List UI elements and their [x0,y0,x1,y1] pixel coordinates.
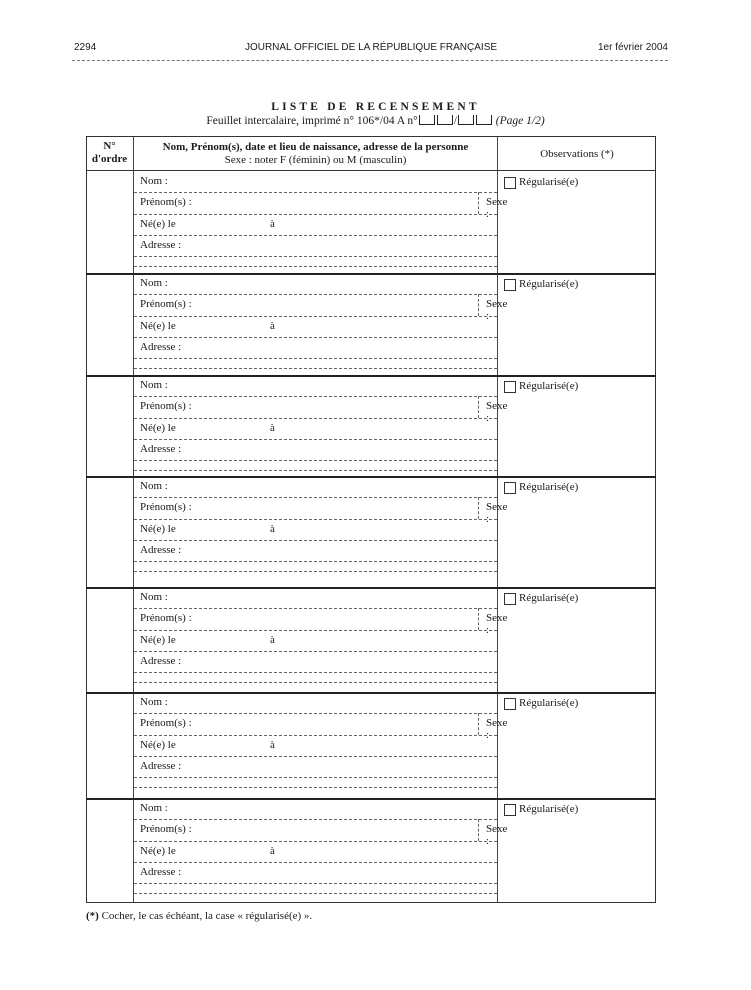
regularise-label: Régularisé(e) [519,481,579,493]
field-rule [134,497,497,498]
regularise-label: Régularisé(e) [519,803,579,815]
number-box[interactable] [476,115,492,125]
census-form [86,136,656,903]
regularise-label: Régularisé(e) [519,380,579,392]
sexe-field[interactable]: Sexe : [486,717,508,741]
birth-field-label: Né(e) le [140,218,176,230]
header-person [134,141,497,167]
regularise-option[interactable] [504,697,654,713]
nom-field-label: Nom : [140,480,168,492]
nom-field[interactable] [134,587,497,608]
field-rule [134,651,497,652]
regularise-checkbox[interactable] [504,698,516,710]
header-ordre-line2: d'ordre [91,153,128,165]
birthplace-label: à [270,845,275,857]
sexe-divider [478,396,479,418]
prenoms-field[interactable] [134,713,508,741]
census-entry [86,692,656,798]
birthplace-label: à [270,634,275,646]
field-rule [134,439,497,440]
birthplace-label: à [270,422,275,434]
field-rule [134,777,497,778]
sexe-divider [478,192,479,214]
birth-field-label: Né(e) le [140,739,176,751]
field-rule [134,540,497,541]
field-rule [134,418,497,419]
header-ordre [86,140,133,166]
address-field-label: Adresse : [140,544,182,556]
prenoms-field[interactable] [134,396,508,424]
page-number: 2294 [74,42,97,53]
field-rule [134,337,497,338]
birth-field[interactable] [134,841,497,862]
census-entry [86,375,656,476]
prenoms-field[interactable] [134,819,508,847]
census-entry [86,587,656,692]
regularise-checkbox[interactable] [504,593,516,605]
birth-field[interactable] [134,630,497,651]
birth-field[interactable] [134,735,497,756]
sexe-field[interactable]: Sexe : [486,196,508,220]
document-subtitle [0,115,751,127]
header-person-title: Nom, Prénom(s), date et lieu de naissance, adresse de la personne [162,141,469,153]
number-box[interactable] [419,115,435,125]
header-observations: Observations (*) [540,148,614,160]
regularise-option[interactable] [504,278,654,294]
nom-field[interactable] [134,171,497,192]
regularise-checkbox[interactable] [504,279,516,291]
census-entry [86,171,656,273]
nom-field[interactable] [134,375,497,396]
address-field[interactable] [134,756,497,777]
field-rule [134,893,497,894]
footnote [86,910,312,922]
nom-field-label: Nom : [140,175,168,187]
field-rule [134,841,497,842]
field-rule [134,672,497,673]
sexe-divider [478,713,479,735]
header-person-subtitle: Sexe : noter F (féminin) ou M (masculin) [224,154,407,166]
regularise-checkbox[interactable] [504,804,516,816]
field-rule [134,256,497,257]
field-rule [134,358,497,359]
field-rule [134,460,497,461]
field-rule [134,735,497,736]
regularise-option[interactable] [504,481,654,497]
field-rule [134,235,497,236]
nom-field-label: Nom : [140,591,168,603]
nom-field-label: Nom : [140,696,168,708]
number-box[interactable] [437,115,453,125]
nom-field-label: Nom : [140,277,168,289]
prenoms-field-label: Prénom(s) : [140,612,192,624]
birth-field-label: Né(e) le [140,523,176,535]
address-field-label: Adresse : [140,341,182,353]
birthplace-label: à [270,523,275,535]
regularise-label: Régularisé(e) [519,278,579,290]
field-rule [134,819,497,820]
address-field-label: Adresse : [140,655,182,667]
sexe-divider [478,294,479,316]
birthplace-label: à [270,320,275,332]
sexe-field[interactable]: Sexe : [486,501,508,525]
header-ordre-line1: N° [103,140,116,152]
birth-field[interactable] [134,214,497,235]
prenoms-field-label: Prénom(s) : [140,501,192,513]
regularise-label: Régularisé(e) [519,176,579,188]
regularise-option[interactable] [504,592,654,608]
field-rule [134,266,497,267]
prenoms-field-label: Prénom(s) : [140,823,192,835]
regularise-option[interactable] [504,380,654,396]
birth-field-label: Né(e) le [140,845,176,857]
footnote-text: Cocher, le cas échéant, la case « régularisé(e) ». [101,910,313,922]
field-rule [134,214,497,215]
subtitle-text: Feuillet intercalaire, imprimé n° 106*/04 A n° [206,115,418,127]
nom-field[interactable] [134,476,497,497]
subtitle-slash: / [453,115,457,127]
field-rule [134,561,497,562]
address-field[interactable] [134,439,497,460]
field-rule [134,608,497,609]
field-rule [134,787,497,788]
field-rule [134,294,497,295]
nom-field-label: Nom : [140,379,168,391]
field-rule [134,192,497,193]
sexe-field[interactable]: Sexe : [486,823,508,847]
sexe-field[interactable]: Sexe : [486,400,508,424]
birth-field-label: Né(e) le [140,422,176,434]
prenoms-field[interactable] [134,192,508,220]
sexe-divider [478,497,479,519]
prenoms-field[interactable] [134,497,508,525]
running-header [74,42,668,58]
regularise-option[interactable] [504,803,654,819]
address-field-label: Adresse : [140,443,182,455]
field-rule [134,756,497,757]
regularise-checkbox[interactable] [504,381,516,393]
prenoms-field-label: Prénom(s) : [140,298,192,310]
regularise-checkbox[interactable] [504,177,516,189]
census-entry [86,476,656,587]
field-rule [134,368,497,369]
sexe-field[interactable]: Sexe : [486,612,508,636]
address-field[interactable] [134,337,497,358]
header-divider [72,60,668,61]
field-rule [134,630,497,631]
journal-title: JOURNAL OFFICIEL DE LA RÉPUBLIQUE FRANÇAISE [244,42,498,53]
field-rule [134,316,497,317]
address-field[interactable] [134,651,497,672]
address-field-label: Adresse : [140,866,182,878]
birth-field[interactable] [134,519,497,540]
field-rule [134,713,497,714]
document-title: LISTE DE RECENSEMENT [271,101,480,113]
issue-date: 1er février 2004 [597,42,668,53]
footnote-marker: (*) [86,910,99,922]
regularise-label: Régularisé(e) [519,592,579,604]
field-rule [134,396,497,397]
field-rule [134,862,497,863]
address-field[interactable] [134,235,497,256]
sexe-divider [478,819,479,841]
birthplace-label: à [270,739,275,751]
nom-field[interactable] [134,692,497,713]
census-entry [86,798,656,902]
number-box[interactable] [458,115,474,125]
prenoms-field-label: Prénom(s) : [140,400,192,412]
census-entry [86,273,656,375]
page-note: (Page 1/2) [495,115,545,127]
prenoms-field-label: Prénom(s) : [140,196,192,208]
nom-field-label: Nom : [140,802,168,814]
birth-field-label: Né(e) le [140,320,176,332]
field-rule [134,470,497,471]
birthplace-label: à [270,218,275,230]
field-rule [134,519,497,520]
field-rule [134,571,497,572]
birth-field[interactable] [134,316,497,337]
birth-field-label: Né(e) le [140,634,176,646]
address-field[interactable] [134,540,497,561]
prenoms-field[interactable] [134,608,508,636]
nom-field[interactable] [134,273,497,294]
sexe-field[interactable]: Sexe : [486,298,508,322]
prenoms-field[interactable] [134,294,508,322]
birth-field[interactable] [134,418,497,439]
prenoms-field-label: Prénom(s) : [140,717,192,729]
address-field-label: Adresse : [140,239,182,251]
field-rule [134,682,497,683]
sexe-divider [478,608,479,630]
address-field[interactable] [134,862,497,883]
nom-field[interactable] [134,798,497,819]
regularise-option[interactable] [504,176,654,192]
field-rule [134,883,497,884]
address-field-label: Adresse : [140,760,182,772]
regularise-checkbox[interactable] [504,482,516,494]
regularise-label: Régularisé(e) [519,697,579,709]
